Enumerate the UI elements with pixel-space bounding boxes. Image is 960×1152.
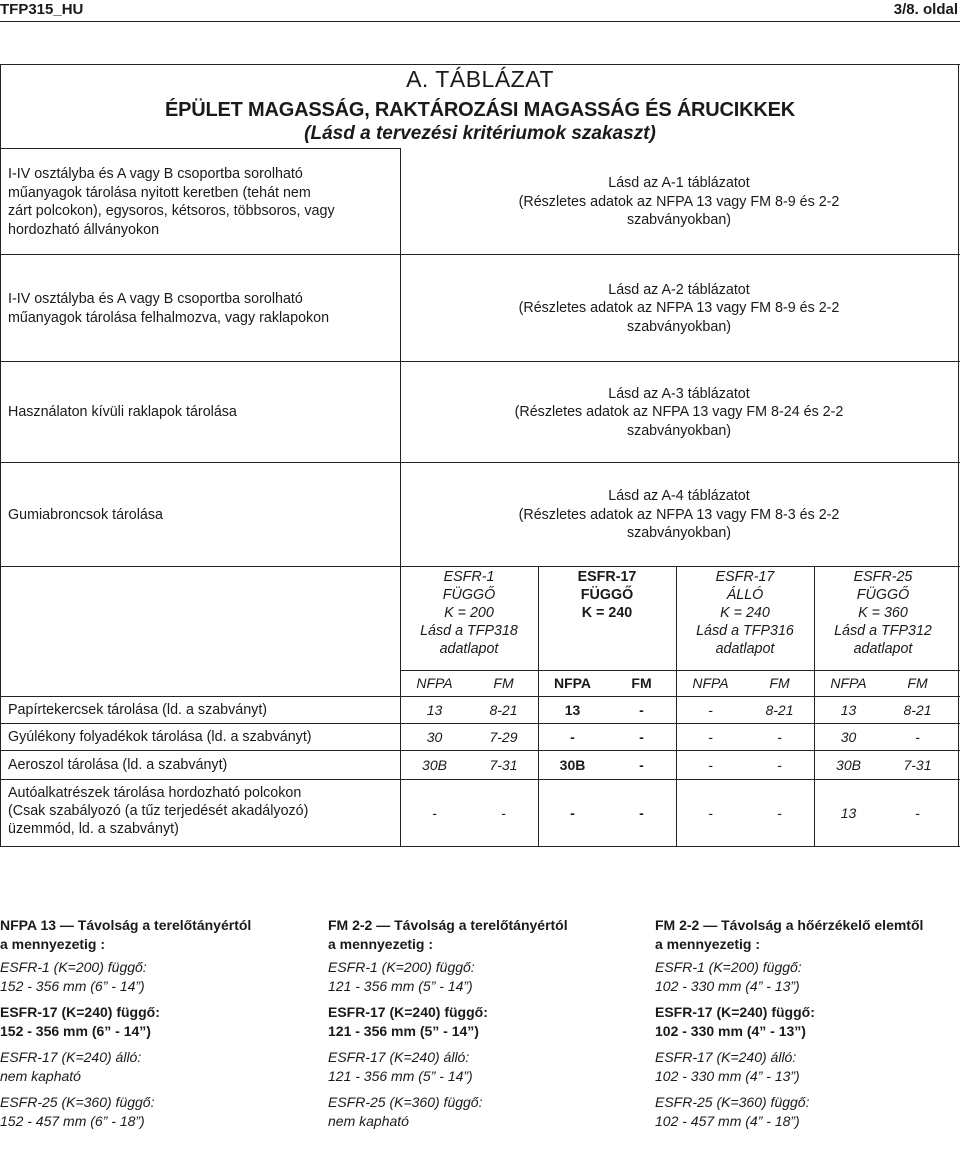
table-value: -	[570, 805, 575, 821]
note-item	[0, 958, 320, 996]
table-value: -	[570, 729, 575, 745]
subheader-nfpa: NFPA	[553, 675, 592, 691]
label-text: üzemmód, ld. a szabványt)	[8, 821, 179, 837]
cell-text: Lásd az A-3 táblázatot	[608, 385, 750, 402]
note-item-value: 152 - 457 mm (6” - 18”)	[0, 1113, 145, 1129]
note-item-label: ESFR-25 (K=360) függő:	[328, 1094, 483, 1110]
table-value: -	[777, 757, 782, 773]
table-value: 13	[840, 702, 857, 718]
table-subtitle: ÉPÜLET MAGASSÁG, RAKTÁROZÁSI MAGASSÁG ÉS ÁRUCIKKEK	[164, 99, 796, 121]
header-text: adatlapot	[439, 641, 499, 657]
table-value: -	[708, 729, 713, 745]
table-value: 13	[426, 702, 443, 718]
table-top-border	[0, 64, 960, 65]
note-column-nfpa13	[0, 916, 320, 1131]
note-column-fm22-element	[655, 916, 960, 1131]
header-rule	[0, 21, 960, 22]
table-value: 8-21	[903, 702, 932, 718]
subheader-nfpa: NFPA	[830, 675, 867, 691]
cell-text: Használaton kívüli raklapok tárolása	[8, 404, 237, 421]
reference-cell	[400, 256, 958, 361]
table-value: -	[708, 805, 713, 821]
table-value: -	[639, 805, 644, 821]
table-left-border	[0, 64, 1, 846]
note-item-value: 121 - 356 mm (5” - 14”)	[328, 1068, 473, 1084]
note-heading-text: NFPA 13 — Távolság a terelőtányértól	[0, 917, 252, 933]
note-heading	[328, 916, 648, 954]
row-divider	[0, 696, 960, 697]
cell-text: I-IV osztályba és A vagy B csoportba sorolható	[8, 166, 303, 182]
cell-text: szabványokban)	[626, 318, 732, 335]
cell-text: Gumiabroncsok tárolása	[8, 506, 163, 523]
header-text: K = 200	[444, 605, 494, 621]
sprinkler-header-esfr25	[814, 568, 952, 658]
note-item-label: ESFR-17 (K=240) függő:	[328, 1004, 488, 1020]
note-item-label: ESFR-17 (K=240) álló:	[655, 1049, 797, 1065]
label-text: Autóalkatrészek tárolása hordozható polcokon	[8, 785, 302, 801]
cell-text: szabványokban)	[626, 212, 732, 229]
note-item-value: nem kapható	[0, 1068, 81, 1084]
note-item-label: ESFR-25 (K=360) függő:	[0, 1094, 155, 1110]
subheader-nfpa: NFPA	[416, 675, 453, 691]
note-item	[0, 1003, 320, 1041]
table-value: 30B	[422, 757, 447, 773]
row-divider	[0, 750, 960, 751]
table-subtitle-note: (Lásd a tervezési kritériumok szakaszt)	[304, 123, 656, 144]
note-item-value: nem kapható	[328, 1113, 409, 1129]
note-item	[0, 1048, 320, 1086]
table-value: -	[777, 729, 782, 745]
table-value: -	[501, 805, 506, 821]
header-text: ÁLLÓ	[726, 587, 764, 603]
table-value: -	[777, 805, 782, 821]
storage-type-cell	[8, 150, 398, 254]
table-value: -	[708, 702, 713, 718]
header-text: FÜGGŐ	[442, 587, 496, 603]
note-item	[0, 1093, 320, 1131]
note-item-label: ESFR-17 (K=240) függő:	[655, 1004, 815, 1020]
storage-type-cell	[8, 363, 398, 462]
header-text: ESFR-1	[443, 569, 495, 585]
table-bottom-border	[0, 846, 960, 847]
header-text: ESFR-25	[853, 569, 913, 585]
note-item	[655, 1093, 960, 1131]
table-value: 7-29	[489, 729, 518, 745]
note-item-label: ESFR-17 (K=240) álló:	[0, 1049, 142, 1065]
note-heading-text: a mennyezetig :	[328, 936, 434, 952]
header-text: ESFR-17	[715, 569, 775, 585]
cell-text: (Részletes adatok az NFPA 13 vagy FM 8-24 és 2-2	[514, 404, 844, 421]
header-text: Lásd a TFP316	[696, 623, 794, 639]
row-divider	[0, 723, 960, 724]
cell-text: zárt polcokon), egysoros, kétsoros, többsoros, vagy	[8, 203, 335, 219]
commodity-label: Papírtekercsek tárolása (ld. a szabványt)	[8, 702, 268, 718]
note-heading	[0, 916, 320, 954]
note-item-label: ESFR-1 (K=200) függő:	[328, 959, 475, 975]
header-text: ESFR-17	[577, 569, 637, 585]
table-right-border	[958, 64, 959, 846]
row-divider	[0, 254, 960, 255]
table-value: -	[708, 757, 713, 773]
commodity-label: Aeroszol tárolása (ld. a szabványt)	[8, 757, 228, 773]
subheader-fm: FM	[907, 675, 928, 691]
cell-text: hordozható állványokon	[8, 221, 160, 238]
table-value: -	[639, 729, 644, 745]
note-item-label: ESFR-1 (K=200) függő:	[0, 959, 147, 975]
table-value: -	[639, 702, 644, 718]
note-item-value: 121 - 356 mm (5” - 14”)	[328, 1023, 479, 1039]
table-value: -	[639, 757, 644, 773]
table-value: 13	[840, 805, 857, 821]
label-text: (Csak szabályozó (a tűz terjedését akadályozó)	[8, 803, 309, 819]
note-item-value: 102 - 330 mm (4” - 13”)	[655, 1068, 800, 1084]
note-item-label: ESFR-1 (K=200) függő:	[655, 959, 802, 975]
note-item	[655, 1048, 960, 1086]
table-value: -	[432, 805, 437, 821]
header-text: Lásd a TFP312	[834, 623, 932, 639]
note-item	[655, 958, 960, 996]
note-item-value: 102 - 330 mm (4” - 13”)	[655, 1023, 806, 1039]
cell-text: szabványokban)	[626, 525, 732, 542]
cell-text: I-IV osztályba és A vagy B csoportba sorolható	[8, 291, 303, 307]
note-heading-text: a mennyezetig :	[0, 936, 106, 952]
commodity-label: Gyúlékony folyadékok tárolása (ld. a szabványt)	[8, 729, 312, 745]
table-value: 8-21	[489, 702, 518, 718]
note-item-value: 102 - 457 mm (4” - 18”)	[655, 1113, 800, 1129]
header-text: adatlapot	[853, 641, 913, 657]
storage-type-cell	[8, 464, 398, 566]
note-item	[655, 1003, 960, 1041]
note-item-value: 121 - 356 mm (5” - 14”)	[328, 978, 473, 994]
row-divider	[0, 462, 960, 463]
header-text: K = 240	[720, 605, 770, 621]
table-value: -	[915, 805, 920, 821]
table-value: 30B	[836, 757, 861, 773]
reference-cell	[400, 150, 958, 254]
note-heading-text: FM 2-2 — Távolság a hőérzékelő elemtől	[655, 917, 924, 933]
table-value: -	[915, 729, 920, 745]
note-item-value: 152 - 356 mm (6” - 14”)	[0, 1023, 151, 1039]
cell-text: (Részletes adatok az NFPA 13 vagy FM 8-9 és 2-2	[518, 193, 840, 210]
sprinkler-header-esfr17-upright	[676, 568, 814, 658]
subheader-fm: FM	[631, 675, 652, 691]
storage-type-cell	[8, 256, 398, 361]
header-text: FÜGGŐ	[580, 587, 634, 603]
table-value: 13	[564, 702, 581, 718]
note-item	[328, 1048, 648, 1086]
cell-text: (Részletes adatok az NFPA 13 vagy FM 8-3 és 2-2	[518, 506, 840, 523]
table-value: 30	[426, 729, 443, 745]
row-divider	[0, 779, 960, 780]
note-item-value: 102 - 330 mm (4” - 13”)	[655, 978, 800, 994]
header-text: FÜGGŐ	[856, 587, 910, 603]
page-number: 3/8. oldal	[893, 1, 958, 18]
row-divider	[0, 361, 960, 362]
row-divider	[0, 566, 960, 567]
commodity-label	[8, 784, 400, 838]
document-id: TFP315_HU	[0, 1, 84, 18]
note-heading	[655, 916, 960, 954]
cell-text: (Részletes adatok az NFPA 13 vagy FM 8-9 és 2-2	[518, 300, 840, 317]
table-value: 7-31	[903, 757, 932, 773]
cell-text: műanyagok tárolása nyitott keretben (tehát nem	[8, 184, 311, 201]
reference-cell	[400, 464, 958, 566]
cell-text: Lásd az A-4 táblázatot	[608, 488, 750, 505]
note-item-label: ESFR-17 (K=240) függő:	[0, 1004, 160, 1020]
note-heading-text: a mennyezetig :	[655, 936, 761, 952]
note-item	[328, 1003, 648, 1041]
header-text: adatlapot	[715, 641, 775, 657]
table-value: 30	[840, 729, 857, 745]
header-text: K = 240	[581, 605, 633, 621]
subheader-nfpa: NFPA	[692, 675, 729, 691]
subheader-fm: FM	[493, 675, 514, 691]
table-value: 7-31	[489, 757, 518, 773]
sprinkler-header-esfr1	[400, 568, 538, 658]
reference-cell	[400, 363, 958, 462]
note-heading-text: FM 2-2 — Távolság a terelőtányértól	[328, 917, 568, 933]
note-column-fm22-deflector	[328, 916, 648, 1131]
note-item	[328, 958, 648, 996]
table-title: A. TÁBLÁZAT	[406, 66, 554, 92]
note-item-label: ESFR-25 (K=360) függő:	[655, 1094, 810, 1110]
header-text: Lásd a TFP318	[420, 623, 518, 639]
cell-text: Lásd az A-2 táblázatot	[608, 281, 750, 298]
table-value: 8-21	[765, 702, 794, 718]
note-item	[328, 1093, 648, 1131]
subheader-fm: FM	[769, 675, 790, 691]
table-value: 30B	[559, 757, 586, 773]
row-divider	[400, 670, 960, 671]
row-divider	[0, 148, 400, 149]
cell-text: műanyagok tárolása felhalmozva, vagy raklapokon	[8, 309, 330, 326]
note-item-value: 152 - 356 mm (6” - 14”)	[0, 978, 145, 994]
cell-text: Lásd az A-1 táblázatot	[608, 175, 750, 192]
sprinkler-header-esfr17-pendent	[538, 568, 676, 622]
cell-text: szabványokban)	[626, 422, 732, 439]
header-text: K = 360	[858, 605, 908, 621]
note-item-label: ESFR-17 (K=240) álló:	[328, 1049, 470, 1065]
